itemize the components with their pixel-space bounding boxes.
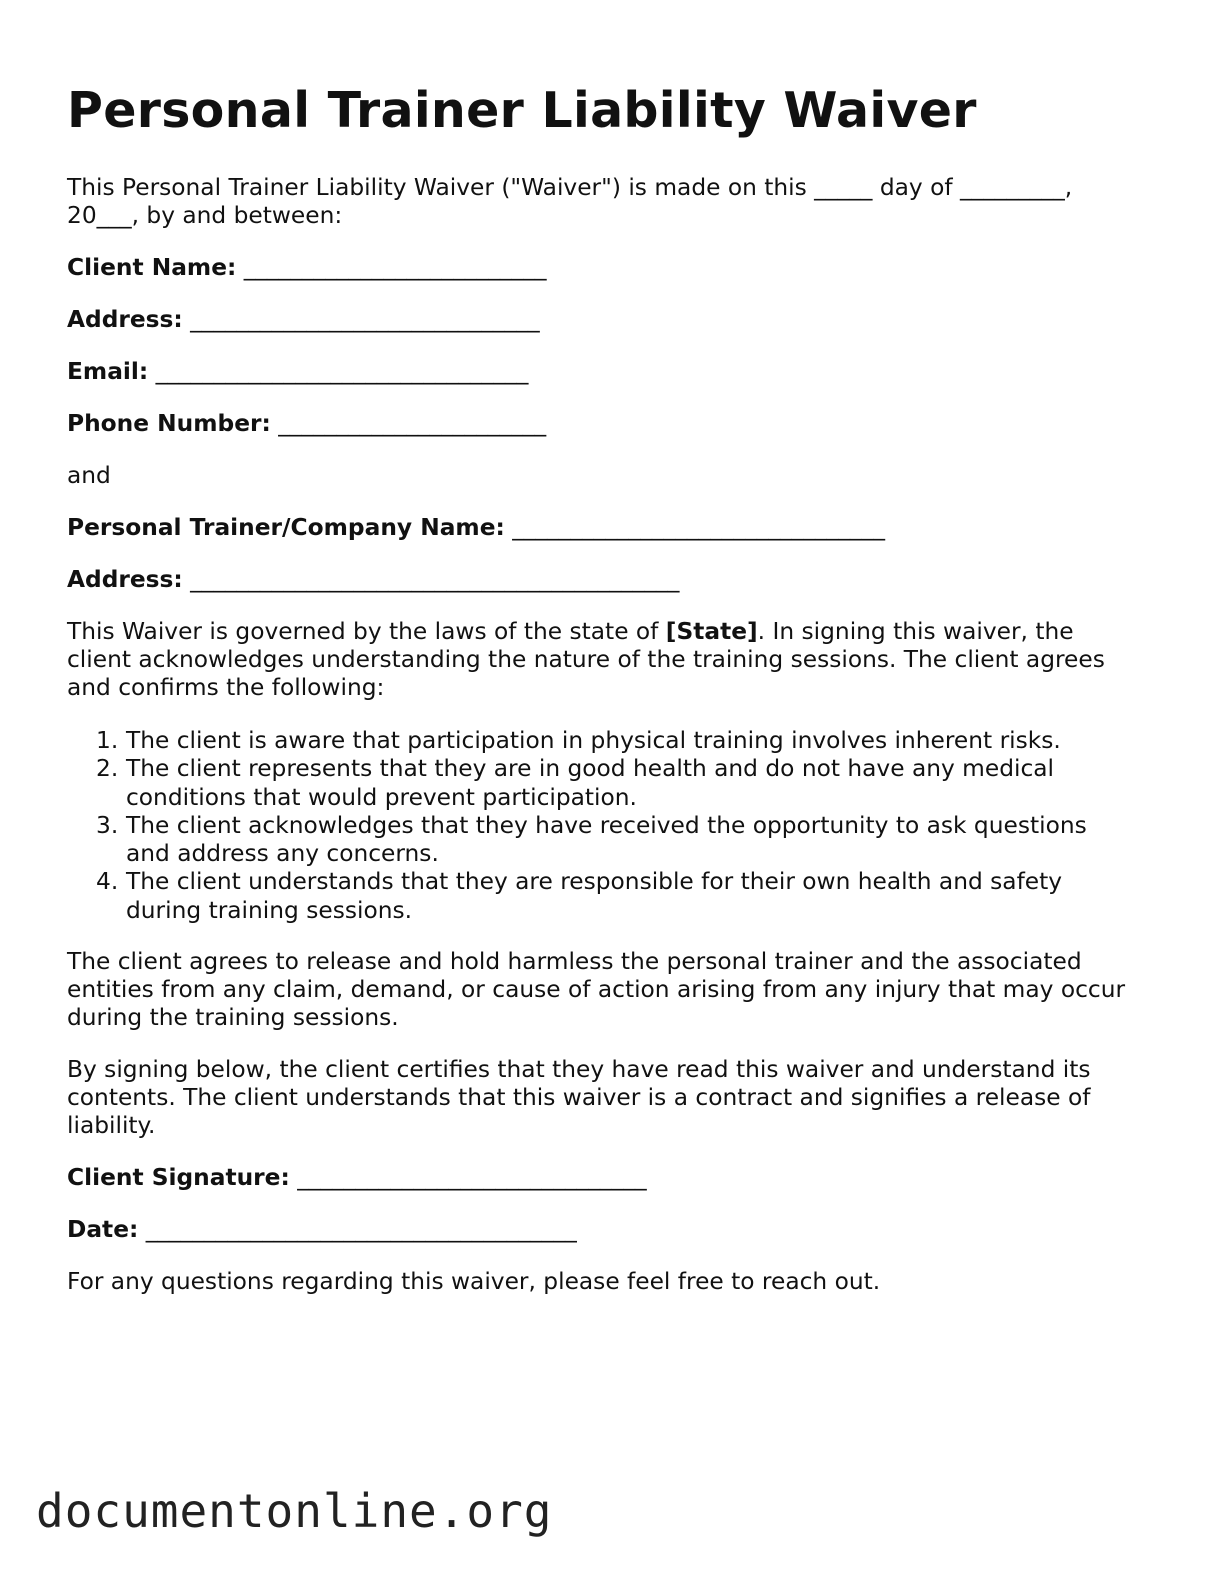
- client-address-blank[interactable]: ______________________________: [190, 306, 540, 333]
- list-item: [67, 755, 1087, 812]
- certify-line-3: liability.: [67, 1112, 156, 1139]
- list-item-number: 1.: [96, 727, 119, 754]
- client-signature-field[interactable]: [67, 1164, 647, 1192]
- list-item-number: 3.: [96, 811, 119, 839]
- list-item: [67, 727, 1087, 755]
- client-address-label: Address:: [67, 306, 183, 333]
- closing-text: For any questions regarding this waiver, please feel free to reach out.: [67, 1268, 881, 1295]
- list-item-text: The client represents that they are in good health and do not have any medical: [126, 755, 1055, 783]
- list-item-text: conditions that would prevent participation.: [126, 783, 637, 811]
- governing-line-1: [67, 618, 1074, 646]
- document-title: Personal Trainer Liability Waiver: [67, 82, 977, 139]
- list-item-number: 2.: [96, 755, 119, 783]
- client-name-label: Client Name:: [67, 254, 237, 281]
- list-item-number: 4.: [96, 868, 119, 896]
- client-signature-blank[interactable]: ______________________________: [297, 1164, 647, 1191]
- governing-line-3: and confirms the following:: [67, 674, 385, 701]
- client-phone-field[interactable]: [67, 410, 546, 438]
- list-item-text: and address any concerns.: [126, 840, 439, 868]
- client-email-label: Email:: [67, 358, 149, 385]
- client-name-blank[interactable]: __________________________: [243, 254, 547, 281]
- trainer-address-label: Address:: [67, 566, 183, 593]
- client-name-field[interactable]: [67, 254, 547, 282]
- trainer-name-label: Personal Trainer/Company Name:: [67, 514, 505, 541]
- list-item-text: The client is aware that participation in physical training involves inherent risks.: [126, 727, 1061, 754]
- release-line-2: entities from any claim, demand, or cause of action arising from any injury that may occur: [67, 976, 1126, 1003]
- watermark-logo: documentonline.org: [36, 1484, 553, 1538]
- trainer-address-field[interactable]: [67, 566, 679, 594]
- release-line-3: during the training sessions.: [67, 1004, 399, 1031]
- list-item-text: during training sessions.: [126, 896, 413, 924]
- client-email-field[interactable]: [67, 358, 528, 386]
- governing-line-1-pre: This Waiver is governed by the laws of the state of: [67, 618, 666, 645]
- governing-line-2: client acknowledges understanding the nature of the training sessions. The client agrees: [67, 646, 1105, 673]
- and-text: and: [67, 462, 111, 489]
- client-phone-label: Phone Number:: [67, 410, 271, 437]
- trainer-name-blank[interactable]: ________________________________: [512, 514, 885, 541]
- date-field[interactable]: [67, 1216, 577, 1244]
- list-item-text: The client understands that they are responsible for their own health and safety: [126, 868, 1063, 896]
- intro-line-2: 20___, by and between:: [67, 202, 343, 229]
- date-blank[interactable]: _____________________________________: [145, 1216, 577, 1243]
- client-signature-label: Client Signature:: [67, 1164, 290, 1191]
- client-email-blank[interactable]: ________________________________: [155, 358, 529, 385]
- client-address-field[interactable]: [67, 306, 540, 334]
- release-line-1: The client agrees to release and hold harmless the personal trainer and the associated: [67, 948, 1082, 975]
- client-phone-blank[interactable]: _______________________: [278, 410, 547, 437]
- certify-line-1: By signing below, the client certifies that they have read this waiver and understand its: [67, 1056, 1091, 1083]
- list-item: [67, 868, 1087, 925]
- list-item-text: The client acknowledges that they have received the opportunity to ask questions: [126, 811, 1087, 839]
- date-label: Date:: [67, 1216, 139, 1243]
- list-item: [67, 812, 1087, 869]
- acknowledgement-list: [67, 727, 1087, 925]
- intro-line-1: This Personal Trainer Liability Waiver ("Waiver") is made on this _____ day of _________,: [67, 174, 1073, 201]
- state-placeholder: [State]: [665, 618, 758, 645]
- certify-line-2: contents. The client understands that this waiver is a contract and signifies a release of: [67, 1084, 1091, 1111]
- governing-line-1-post: . In signing this waiver, the: [757, 618, 1074, 645]
- trainer-name-field[interactable]: [67, 514, 885, 542]
- trainer-address-blank[interactable]: __________________________________________: [190, 566, 680, 593]
